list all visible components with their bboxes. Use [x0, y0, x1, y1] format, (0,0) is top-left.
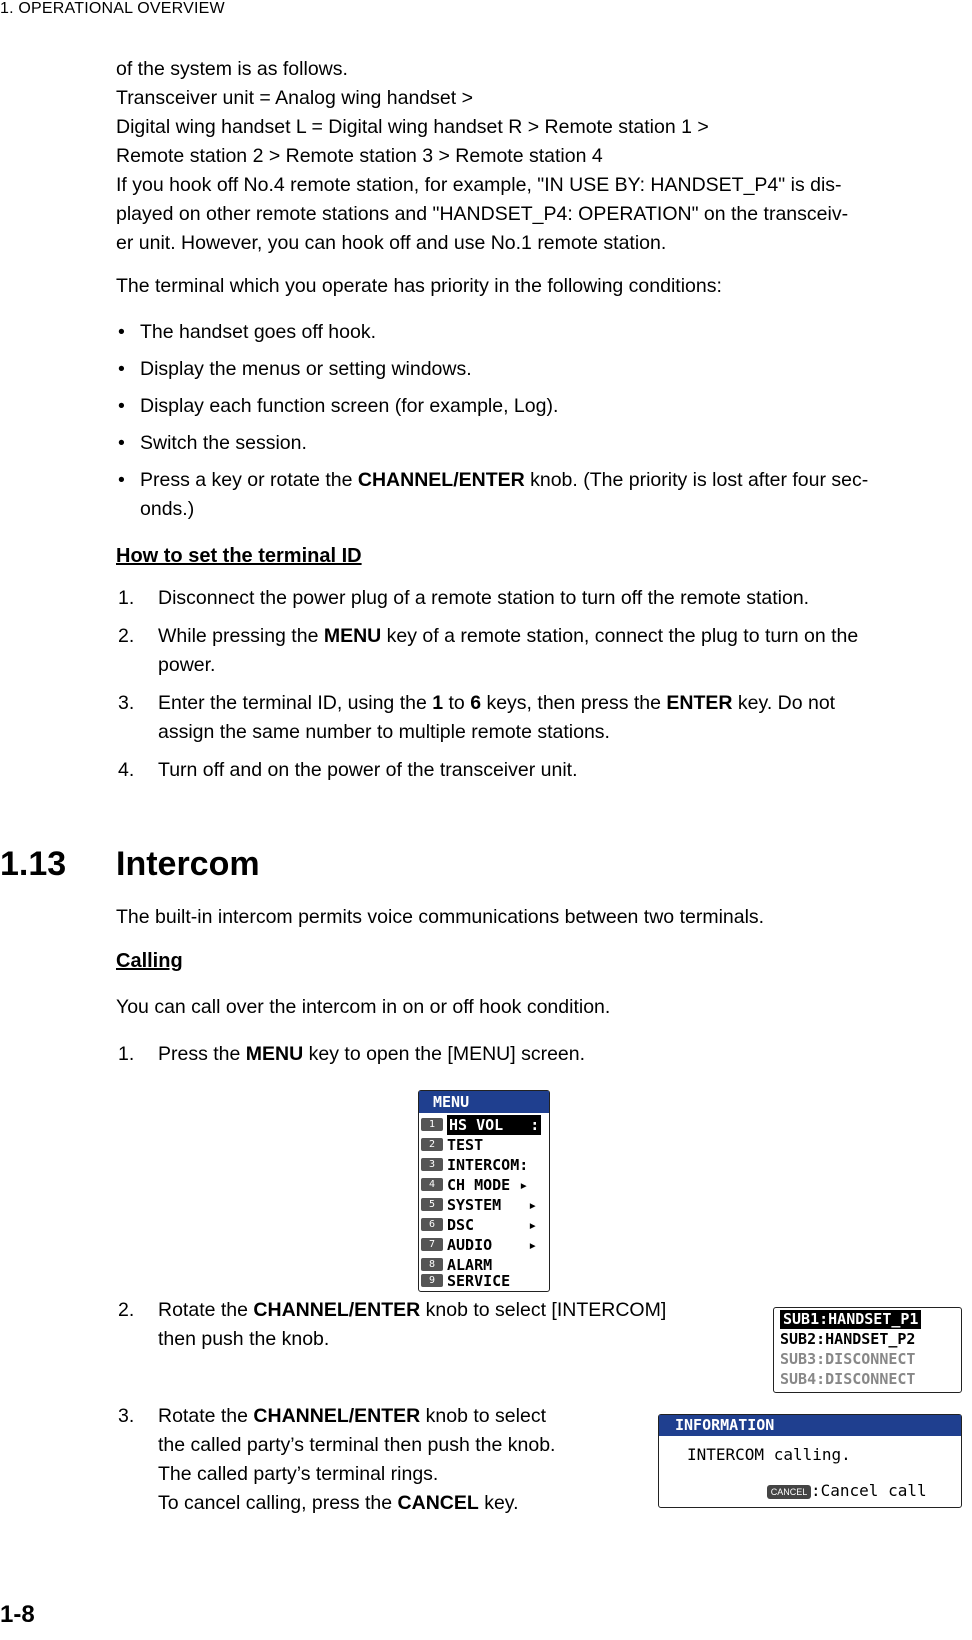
- information-title: INFORMATION: [659, 1415, 961, 1436]
- menu-item-system: 5 SYSTEM ▸: [421, 1195, 547, 1215]
- body-line: played on other remote stations and "HANDSET_P4: OPERATION" on the transceiv-: [116, 203, 849, 225]
- menu-item-hs-vol: 1 HS VOL :: [421, 1115, 547, 1135]
- information-message: INTERCOM calling.: [687, 1445, 851, 1464]
- calling-heading: Calling: [116, 950, 183, 972]
- page-number: 1-8: [0, 1601, 35, 1628]
- menu-item-audio: 7 AUDIO ▸: [421, 1235, 547, 1255]
- body-line: Remote station 2 > Remote station 3 > Remote station 4: [116, 145, 603, 167]
- section-number: 1.13: [0, 845, 67, 883]
- section-heading: [0, 845, 260, 884]
- body-line: of the system is as follows.: [116, 58, 348, 80]
- cancel-hint: CANCEL :Cancel call: [767, 1481, 927, 1500]
- priority-intro: The terminal which you operate has priority in the following conditions:: [116, 275, 722, 297]
- menu-item-ch-mode: 4 CH MODE ▸: [421, 1175, 547, 1195]
- intercom-sub-screen: [773, 1307, 962, 1393]
- menu-screen: [418, 1090, 550, 1292]
- menu-item-intercom: 3 INTERCOM:: [421, 1155, 547, 1175]
- body-line: If you hook off No.4 remote station, for example, "IN USE BY: HANDSET_P4" is dis-: [116, 174, 842, 196]
- body-line: Transceiver unit = Analog wing handset >: [116, 87, 473, 109]
- sub-row-3: SUB3:DISCONNECT: [780, 1350, 916, 1368]
- cancel-key-icon: CANCEL: [767, 1485, 811, 1499]
- section-title: Intercom: [116, 845, 260, 883]
- intercom-intro: The built-in intercom permits voice communications between two terminals.: [116, 906, 765, 928]
- body-line: Digital wing handset L = Digital wing handset R > Remote station 1 >: [116, 116, 709, 138]
- sub-row-4: SUB4:DISCONNECT: [780, 1370, 916, 1388]
- sub-row-1: SUB1:HANDSET_P1: [780, 1310, 921, 1329]
- information-screen: [658, 1414, 962, 1508]
- running-header: 1. OPERATIONAL OVERVIEW: [0, 0, 225, 17]
- menu-item-dsc: 6 DSC ▸: [421, 1215, 547, 1235]
- calling-intro: You can call over the intercom in on or off hook condition.: [116, 996, 611, 1018]
- terminal-id-heading: How to set the terminal ID: [116, 545, 362, 567]
- menu-screen-title: MENU: [419, 1091, 549, 1113]
- menu-item-test: 2 TEST: [421, 1135, 547, 1155]
- menu-item-service: 9 SERVICE: [421, 1271, 547, 1291]
- body-line: er unit. However, you can hook off and use No.1 remote station.: [116, 232, 667, 254]
- sub-row-2: SUB2:HANDSET_P2: [780, 1330, 916, 1348]
- menu-item-alarm: 8 ALARM: [421, 1255, 547, 1275]
